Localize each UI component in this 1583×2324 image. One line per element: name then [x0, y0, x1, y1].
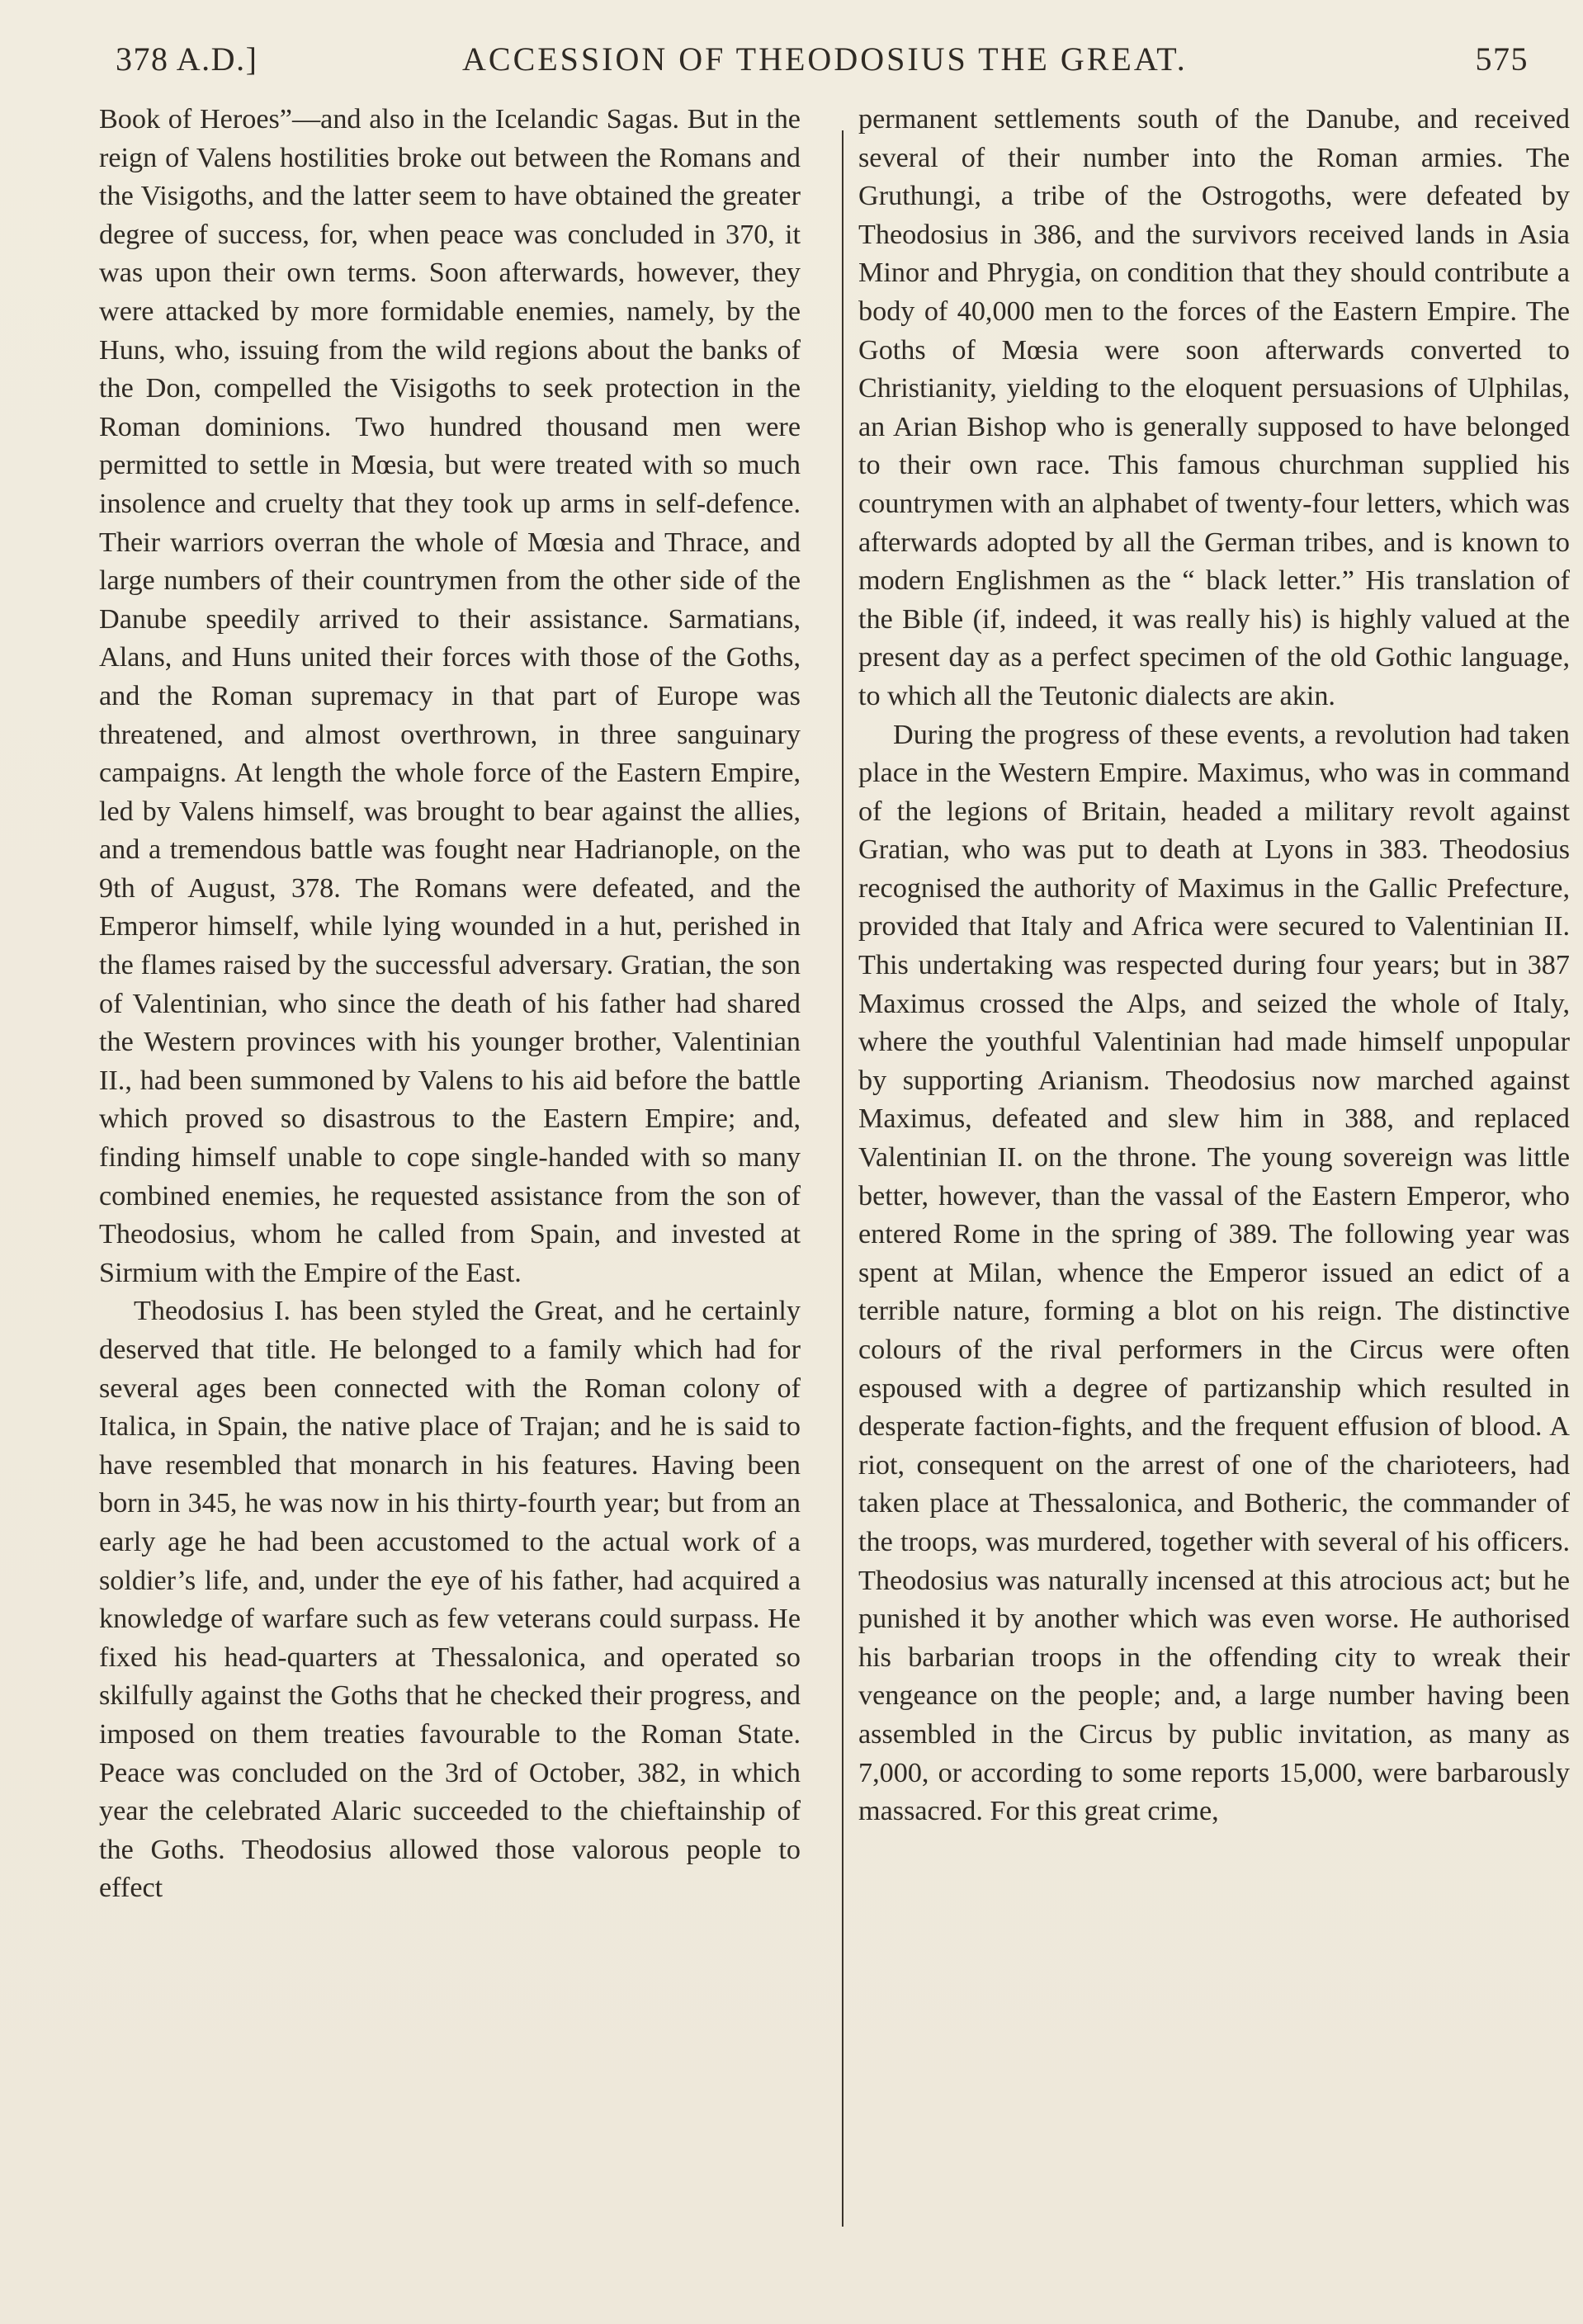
page-number: 575	[1475, 40, 1529, 78]
running-head	[116, 40, 1552, 89]
paragraph: During the progress of these events, a revolution had taken place in the Western Empire. Maximus, who was in command of the legions of Britain, headed a military revolt against Gratian, who was put to death at Lyons in 383. Theodosius recognised the authority of Maximus in the Gallic Prefecture, provided that Italy and Africa were secured to Valentinian II. This undertaking was respected during four years; but in 387 Maximus crossed the Alps, and seized the whole of Italy, where the youthful Valentinian had made himself unpopular by supporting Arianism. Theodosius now marched against Maximus, defeated and slew him in 388, and replaced Valentinian II. on the throne. The young sovereign was little better, however, than the vassal of the Eastern Emperor, who entered Rome in the spring of 389. The following year was spent at Milan, whence the Emperor issued an edict of a terrible nature, forming a blot on his reign. The distinctive colours of the rival performers in the Circus were often espoused with a degree of partizanship which resulted in desperate faction-fights, and the frequent effusion of blood. A riot, consequent on the arrest of one of the charioteers, had taken place at Thessalonica, and Botheric, the commander of the troops, was murdered, together with several of his officers. Theodosius was naturally incensed at this atrocious act; but he punished it by another which was even worse. He authorised his barbarian troops in the offending city to wreak their vengeance on the people; and, a large number having been assembled in the Circus by public invitation, as many as 7,000, or according to some reports 15,000, were barbarously massacred. For this great crime,	[858, 719, 1570, 1827]
paragraph: Book of Heroes”—and also in the Icelandic Sagas. But in the reign of Valens hostilities broke out between the Romans and the Visigoths, and the latter seem to have obtained the greater degree of success, for, when peace was concluded in 370, it was upon their own terms. Soon afterwards, however, they were attacked by more formidable enemies, namely, by the Huns, who, issuing from the wild regions about the banks of the Don, compelled the Visigoths to seek protection in the Roman dominions. Two hundred thousand men were permitted to settle in Mœsia, but were treated with so much insolence and cruelty that they took up arms in self-defence. Their warriors overran the whole of Mœsia and Thrace, and large numbers of their countrymen from the other side of the Danube speedily arrived to their assistance. Sarmatians, Alans, and Huns united their forces with those of the Goths, and the Roman supremacy in that part of Europe was threatened, and almost overthrown, in three sanguinary campaigns. At length the whole force of the Eastern Empire, led by Valens himself, was brought to bear against the allies, and a tremendous battle was fought near Hadrianople, on the 9th of August, 378. The Romans were defeated, and the Emperor himself, while lying wounded in a hut, perished in the flames raised by the successful adversary. Gratian, the son of Valentinian, who since the death of his father had shared the Western provinces with his younger brother, Valentinian II., had been summoned by Valens to his aid before the battle which proved so disastrous to the Eastern Empire; and, finding himself unable to cope single-handed with so many combined enemies, he requested assistance from the son of Theodosius, whom he called from Spain, and invested at Sirmium with the Empire of the East.	[99, 104, 801, 1288]
chapter-title: ACCESSION OF THEODOSIUS THE GREAT.	[462, 40, 1188, 78]
right-column	[858, 101, 1570, 1831]
paragraph: permanent settlements south of the Danube, and received several of their number into the Roman armies. The Gruthungi, a tribe of the Ostrogoths, were defeated by Theodosius in 386, and the survivors received lands in Asia Minor and Phrygia, on condition that they should contribute a body of 40,000 men to the forces of the Eastern Empire. The Goths of Mœsia were soon afterwards converted to Christianity, yielding to the eloquent persuasions of Ulphilas, an Arian Bishop who is generally supposed to have belonged to their own race. This famous churchman supplied his countrymen with an alphabet of twenty-four letters, which was afterwards adopted by all the German tribes, and is known to modern Englishmen as the “ black letter.” His translation of the Bible (if, indeed, it was really his) is highly valued at the present day as a perfect specimen of the old Gothic language, to which all the Teutonic dialects are akin.	[858, 104, 1570, 711]
column-divider	[842, 130, 843, 2227]
header-date-range: 378 A.D.]	[116, 40, 258, 78]
paragraph: Theodosius I. has been styled the Great, and he certainly deserved that title. He belonged to a family which had for several ages been connected with the Roman colony of Italica, in Spain, the native place of Trajan; and he is said to have resembled that monarch in his features. Having been born in 345, he was now in his thirty-fourth year; but from an early age he had been accustomed to the actual work of a soldier’s life, and, under the eye of his father, had acquired a knowledge of warfare such as few veterans could surpass. He fixed his head-quarters at Thessalonica, and operated so skilfully against the Goths that he checked their progress, and imposed on them treaties favourable to the Roman State. Peace was concluded on the 3rd of October, 382, in which year the celebrated Alaric succeeded to the chieftainship of the Goths. Theodosius allowed those valorous people to effect	[99, 1296, 801, 1904]
left-column	[99, 101, 801, 1908]
